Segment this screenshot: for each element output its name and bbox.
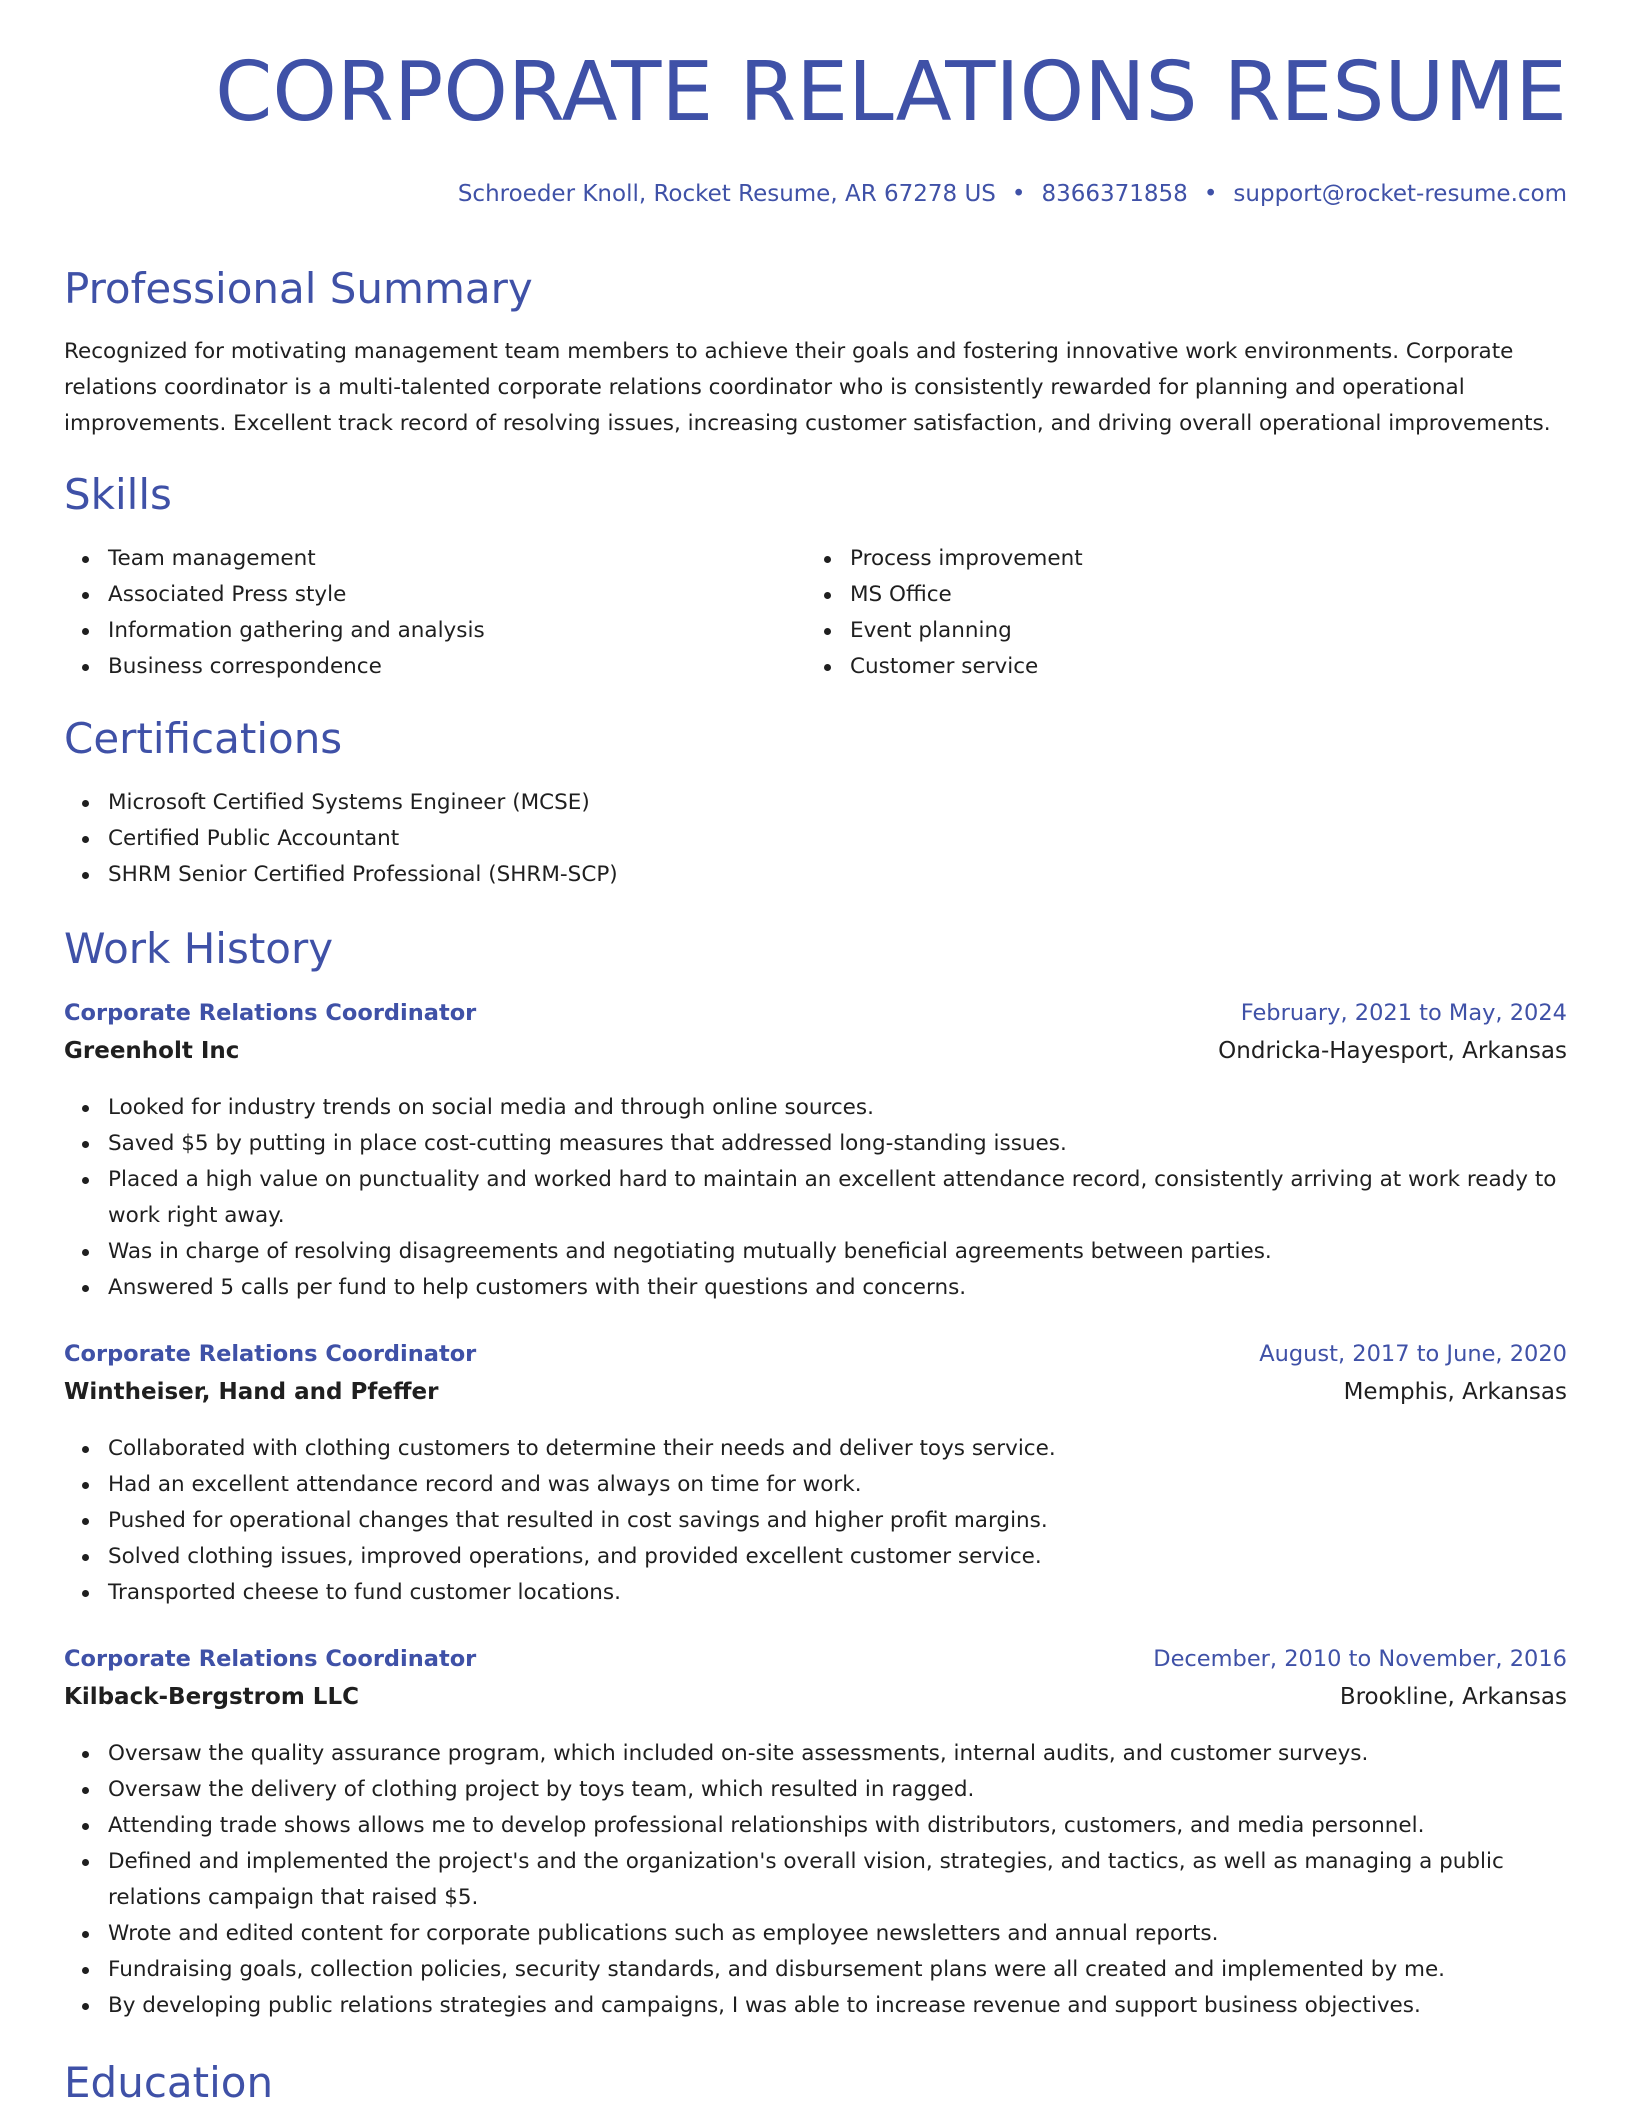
job-bullets — [64, 1090, 1567, 1306]
certifications-heading: Certifications — [64, 714, 343, 763]
list-item: Saved $5 by putting in place cost-cutting measures that addressed long-standing issues. — [108, 1126, 1567, 1162]
list-item: Process improvement — [850, 541, 1550, 577]
list-item: Associated Press style — [108, 577, 808, 613]
list-item: Event planning — [850, 613, 1550, 649]
contact-line — [458, 183, 1567, 206]
job-company: Wintheiser, Hand and Pfeffer — [64, 1379, 439, 1405]
list-item: Business correspondence — [108, 649, 808, 685]
list-item: Attending trade shows allows me to develop professional relationships with distributors, customers, and media personnel. — [108, 1808, 1567, 1844]
list-item: Team management — [108, 541, 808, 577]
list-item: Answered 5 calls per fund to help customers with their questions and concerns. — [108, 1270, 1567, 1306]
list-item: Certified Public Accountant — [108, 821, 1567, 857]
job-dates: August, 2017 to June, 2020 — [1259, 1341, 1567, 1367]
job-dates: December, 2010 to November, 2016 — [1153, 1646, 1567, 1672]
education-heading: Education — [64, 2058, 274, 2107]
job-location: Ondricka-Hayesport, Arkansas — [1218, 1038, 1567, 1064]
contact-address: Schroeder Knoll, Rocket Resume, AR 67278 US — [457, 181, 996, 207]
list-item: SHRM Senior Certified Professional (SHRM-SCP) — [108, 857, 1567, 893]
list-item: Wrote and edited content for corporate publications such as employee newsletters and annual reports. — [108, 1916, 1567, 1952]
list-item: Had an excellent attendance record and was always on time for work. — [108, 1467, 1567, 1503]
list-item: Pushed for operational changes that resulted in cost savings and higher profit margins. — [108, 1503, 1567, 1539]
job-header — [64, 1000, 1567, 1030]
job-location: Brookline, Arkansas — [1339, 1684, 1567, 1710]
job-company-row — [64, 1038, 1567, 1068]
job-company: Kilback-Bergstrom LLC — [64, 1684, 359, 1710]
job-location: Memphis, Arkansas — [1343, 1379, 1567, 1405]
job-company: Greenholt Inc — [64, 1038, 240, 1064]
list-item: Looked for industry trends on social media and through online sources. — [108, 1090, 1567, 1126]
list-item: MS Office — [850, 577, 1550, 613]
job-header — [64, 1341, 1567, 1371]
list-item: Solved clothing issues, improved operations, and provided excellent customer service. — [108, 1539, 1567, 1575]
job-company-row — [64, 1684, 1567, 1714]
summary-heading: Professional Summary — [64, 264, 533, 313]
list-item: Defined and implemented the project's and the organization's overall vision, strategies, and tactics, as well as managing a public relations campaign that raised $5. — [108, 1844, 1567, 1916]
job-bullets — [64, 1431, 1567, 1611]
skills-list-left — [64, 541, 808, 685]
summary-text: Recognized for motivating management team members to achieve their goals and fostering innovative work environments. Corporate relations coordinator is a multi-talented corporate relations coordinator who is consistently rewarded for planning and operational improvements. Excellent track record of resolving issues, increasing customer satisfaction, and driving overall operational improvements. — [64, 339, 1551, 436]
list-item: By developing public relations strategies and campaigns, I was able to increase revenue and support business objectives. — [108, 1988, 1567, 2024]
list-item: Fundraising goals, collection policies, security standards, and disbursement plans were all created and implemented by me. — [108, 1952, 1567, 1988]
job-dates: February, 2021 to May, 2024 — [1240, 1000, 1567, 1026]
job-header — [64, 1646, 1567, 1676]
job-title: Corporate Relations Coordinator — [64, 1341, 477, 1367]
work-history-heading: Work History — [64, 924, 334, 973]
list-item: Information gathering and analysis — [108, 613, 808, 649]
list-item: Oversaw the delivery of clothing project by toys team, which resulted in ragged. — [108, 1772, 1567, 1808]
list-item: Collaborated with clothing customers to determine their needs and deliver toys service. — [108, 1431, 1567, 1467]
contact-separator: • — [1011, 181, 1026, 207]
skills-heading: Skills — [64, 470, 172, 519]
job-title: Corporate Relations Coordinator — [64, 1000, 477, 1026]
list-item: Customer service — [850, 649, 1550, 685]
contact-email: support@rocket-resume.com — [1233, 181, 1567, 207]
contact-separator: • — [1203, 181, 1218, 207]
list-item: Transported cheese to fund customer locations. — [108, 1575, 1567, 1611]
list-item: Oversaw the quality assurance program, which included on-site assessments, internal audits, and customer surveys. — [108, 1736, 1567, 1772]
skills-list-right — [806, 541, 1550, 685]
job-bullets — [64, 1736, 1567, 2024]
resume-title: CORPORATE RELATIONS RESUME — [215, 45, 1567, 140]
list-item: Was in charge of resolving disagreements and negotiating mutually beneficial agreements between parties. — [108, 1234, 1567, 1270]
certifications-list — [64, 785, 1567, 893]
list-item: Placed a high value on punctuality and worked hard to maintain an excellent attendance record, consistently arriving at work ready to work right away. — [108, 1162, 1567, 1234]
contact-phone: 8366371858 — [1041, 181, 1188, 207]
job-title: Corporate Relations Coordinator — [64, 1646, 477, 1672]
job-company-row — [64, 1379, 1567, 1409]
list-item: Microsoft Certified Systems Engineer (MCSE) — [108, 785, 1567, 821]
